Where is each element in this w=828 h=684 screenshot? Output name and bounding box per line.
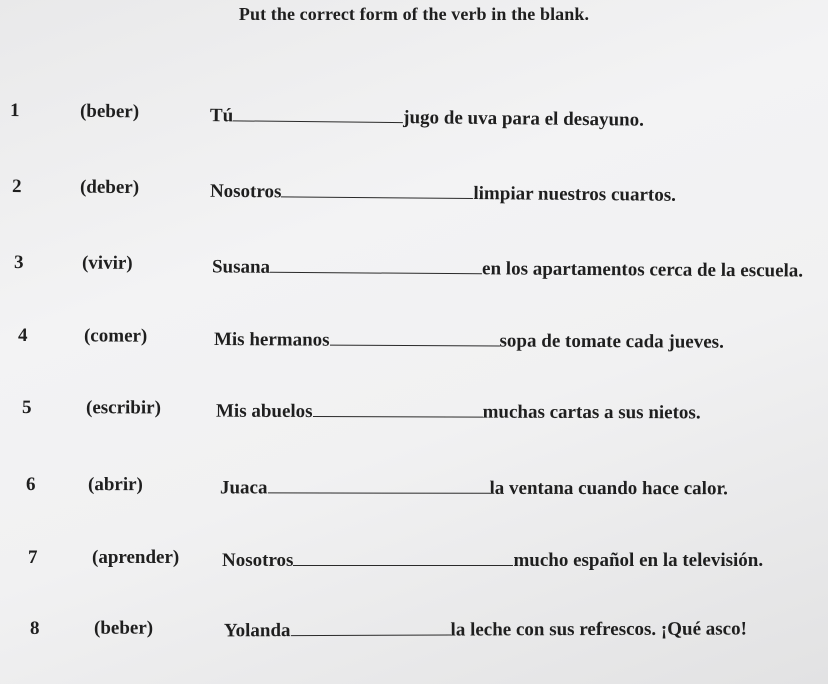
infinitive-verb: (deber) [79, 176, 140, 199]
infinitive-verb: (abrir) [87, 474, 143, 496]
sentence [220, 474, 728, 500]
subject: Tú [209, 105, 234, 127]
subject: Susana [211, 256, 271, 278]
answer-blank[interactable] [233, 102, 403, 123]
item-number: 8 [29, 617, 40, 639]
subject: Mis hermanos [213, 329, 330, 351]
sentence [222, 547, 763, 572]
infinitive-verb: (vivir) [81, 252, 133, 274]
sentence [216, 398, 701, 425]
sentence-rest: muchas cartas a sus nietos. [482, 401, 701, 424]
sentence [212, 253, 803, 282]
subject: Juaca [219, 477, 268, 499]
sentence-rest: mucho español en la televisión. [513, 550, 764, 571]
item-number: 1 [9, 100, 20, 122]
instruction-title: Put the correct form of the verb in the blank. [238, 4, 590, 24]
infinitive-verb: (aprender) [92, 547, 180, 568]
sentence-rest: la leche con sus refrescos. ¡Qué asco! [450, 618, 747, 641]
item-number: 3 [13, 252, 24, 274]
answer-blank[interactable] [281, 178, 473, 199]
item-number: 5 [21, 397, 32, 419]
infinitive-verb: (escribir) [85, 397, 161, 419]
sentence-rest: limpiar nuestros cuartos. [473, 183, 676, 206]
item-number: 2 [11, 176, 22, 198]
infinitive-verb: (comer) [83, 325, 148, 347]
sentence [210, 178, 676, 207]
answer-blank[interactable] [290, 617, 450, 637]
subject: Nosotros [209, 180, 282, 203]
sentence-rest: la ventana cuando hace calor. [489, 477, 728, 500]
answer-blank[interactable] [313, 398, 483, 418]
sentence-rest: sopa de tomate cada jueves. [499, 330, 724, 353]
sentence-rest: en los apartamentos cerca de la escuela. [482, 258, 804, 282]
answer-blank[interactable] [267, 474, 489, 493]
item-number: 6 [25, 474, 36, 496]
subject: Mis abuelos [215, 400, 313, 423]
sentence [214, 326, 724, 354]
subject: Yolanda [223, 620, 291, 642]
item-number: 4 [17, 325, 28, 347]
answer-blank[interactable] [293, 547, 513, 566]
subject: Nosotros [222, 550, 294, 571]
sentence-rest: jugo de uva para el desayuno. [403, 107, 645, 131]
sentence [210, 102, 644, 132]
answer-blank[interactable] [270, 254, 482, 274]
answer-blank[interactable] [330, 327, 500, 347]
infinitive-verb: (beber) [93, 617, 154, 639]
item-number: 7 [28, 547, 38, 568]
infinitive-verb: (beber) [79, 100, 140, 123]
sentence [224, 615, 747, 642]
